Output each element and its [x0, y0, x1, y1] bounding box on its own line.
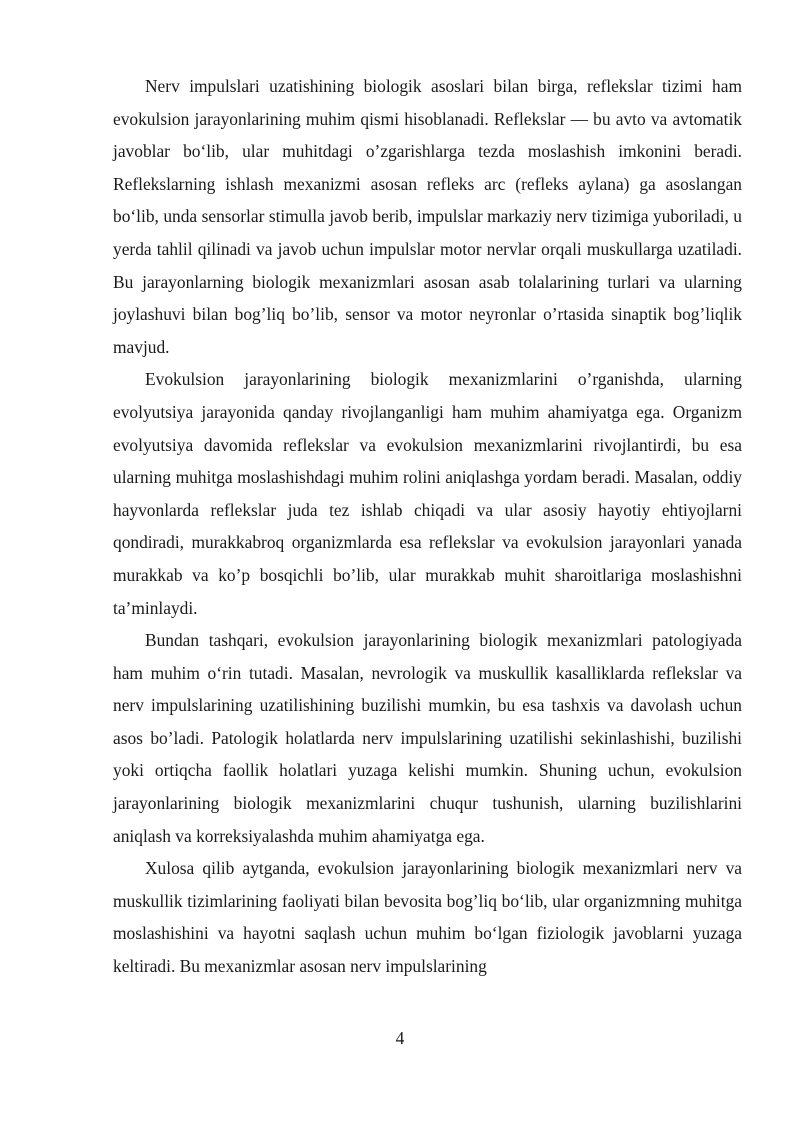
paragraph-pathology: Bundan tashqari, evokulsion jarayonlarining biologik mexanizmlari patologiyada ham muhim o‘rin tutadi. Masalan, nevrologik va muskullik kasalliklarda reflekslar va nerv impulslarining uzatilishining buzilishi mumkin, bu esa tashxis va davolash uchun asos bo’ladi. Patologik holatlarda nerv impulslarining uzatilishi sekinlashishi, buzilishi yoki ortiqcha faollik holatlari yuzaga kelishi mumkin. Shuning uchun, evokulsion jarayonlarining biologik mexanizmlarini chuqur tushunish, ularning buzilishlarini aniqlash va korreksiyalashda muhim ahamiyatga ega.	[113, 630, 742, 846]
page-number: 4	[395, 1028, 405, 1048]
paragraph-conclusion: Xulosa qilib aytganda, evokulsion jarayonlarining biologik mexanizmlari nerv va muskullik tizimlarining faoliyati bilan bevosita bog’liq bo‘lib, ular organizmning muhitga moslashishini va hayotni saqlash uchun muhim bo‘lgan fiziologik javoblarni yuzaga keltiradi. Bu mexanizmlar asosan nerv impulslarining	[113, 858, 742, 977]
document-body	[113, 70, 742, 983]
paragraph-evolution: Evokulsion jarayonlarining biologik mexanizmlarini o’rganishda, ularning evolyutsiya jarayonida qanday rivojlanganligi ham muhim ahamiyatga ega. Organizm evolyutsiya davomida reflekslar va evokulsion mexanizmlarini rivojlantirdi, bu esa ularning muhitga moslashishdagi muhim rolini aniqlashga yordam beradi. Masalan, oddiy hayvonlarda reflekslar juda tez ishlab chiqadi va ular asosiy hayotiy ehtiyojlarni qondiradi, murakkabroq organizmlarda esa reflekslar va evokulsion jarayonlari yanada murakkab va ko’p bosqichli bo’lib, ular murakkab muhit sharoitlariga moslashishni ta’minlaydi.	[113, 369, 742, 618]
paragraph-reflex-system: Nerv impulslari uzatishining biologik asoslari bilan birga, reflekslar tizimi ham evokulsion jarayonlarining muhim qismi hisoblanadi. Reflekslar — bu avto va avtomatik javoblar bo‘lib, ular muhitdagi o’zgarishlarga tezda moslashish imkonini beradi. Reflekslarning ishlash mexanizmi asosan refleks arc (refleks aylana) ga asoslangan bo‘lib, unda sensorlar stimulla javob berib, impulslar markaziy nerv tizimiga yuboriladi, u yerda tahlil qilinadi va javob uchun impulslar motor nervlar orqali muskullarga uzatiladi. Bu jarayonlarning biologik mexanizmlari asosan asab tolalarining turlari va ularning joylashuvi bilan bog’liq bo’lib, sensor va motor neyronlar o’rtasida sinaptik bog’liqlik mavjud.	[113, 76, 742, 357]
